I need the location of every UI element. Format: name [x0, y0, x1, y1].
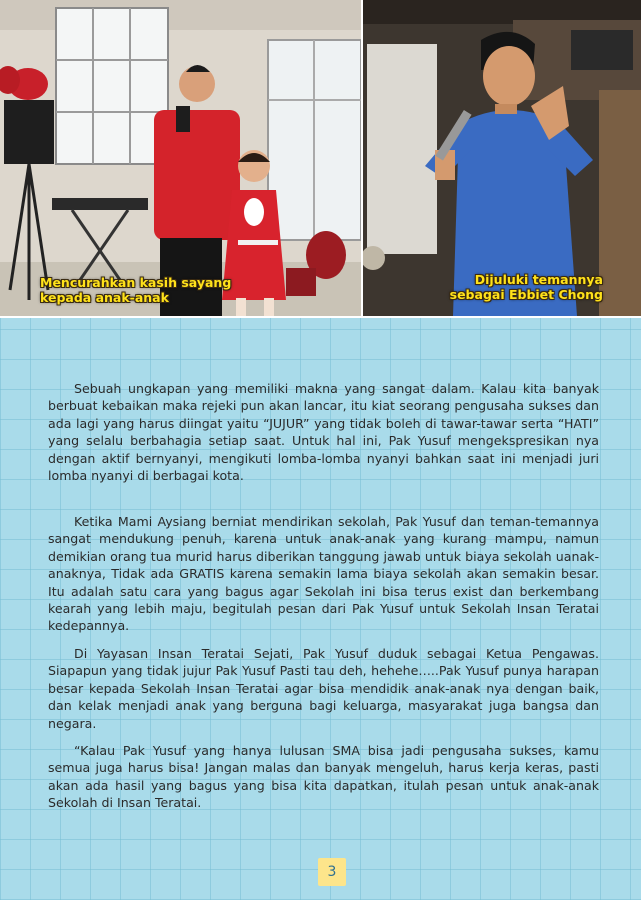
page-number: 3: [318, 858, 346, 886]
article-text-panel: [0, 318, 641, 900]
article-paragraph-3: Di Yayasan Insan Teratai Sejati, Pak Yusuf duduk sebagai Ketua Pengawas. Siapapun yang tidak jujur Pak Yusuf Pasti tau deh, hehehe…..Pak Yusuf punya harapan besar kepada Sekolah Insan Teratai agar bisa mendidik anak-anak nya dengan baik, dan kelak menjadi anak yang berguna bagi keluarga, masyarakat juga bangsa dan negara.: [48, 646, 599, 731]
photo-strip: [0, 0, 641, 318]
photo-father-and-daughter-singing: [0, 0, 361, 316]
caption-right-line-1: Dijuluki temannya: [474, 272, 603, 287]
caption-right-line-2: sebagai Ebbiet Chong: [449, 287, 603, 302]
photo-right-illustration: [363, 0, 641, 316]
article-paragraph-1: Sebuah ungkapan yang memiliki makna yang sangat dalam. Kalau kita banyak berbuat kebaikan maka rejeki pun akan lancar, itu kiat seorang pengusaha sukses dan ada lagi yang harus diingat yaitu “JUJUR” yang tidak boleh di tawar-tawar serta “HATI” yang selalu berbahagia setiap saat. Untuk hal ini, Pak Yusuf mengekspresikan nya dengan aktif bernyanyi, mengikuti lomba-lomba nyanyi bahkan saat ini menjadi juri lomba nyanyi di berbagai kota.: [48, 381, 599, 484]
photo-caption-right: [450, 272, 603, 302]
caption-left-line-2: kepada anak-anak: [40, 290, 169, 305]
photo-man-singing: [363, 0, 641, 316]
article-paragraph-2: Ketika Mami Aysiang berniat mendirikan sekolah, Pak Yusuf dan teman-temannya sangat mendukung penuh, karena untuk anak-anak yang kurang mampu, namun demikian orang tua murid harus diberikan tanggung jawab untuk biaya sekolah uanak-anaknya, Tidak ada GRATIS karena semakin lama biaya sekolah akan semakin besar. Itu adalah satu cara yang bagus agar Sekolah ini bisa terus exist dan berkembang kearah yang lebih maju, begitulah pesan dari Pak Yusuf untuk Sekolah Insan Teratai kedepannya.: [48, 514, 599, 634]
article-paragraph-4: “Kalau Pak Yusuf yang hanya lulusan SMA bisa jadi pengusaha sukses, kamu semua juga harus bisa! Jangan malas dan banyak mengeluh, harus kerja keras, pasti akan ada hasil yang bagus yang bisa kita dapatkan, itulah pesan untuk anak-anak Sekolah di Insan Teratai.: [48, 743, 599, 811]
caption-left-line-1: Mencurahkan kasih sayang: [40, 275, 232, 290]
photo-caption-left: [40, 275, 231, 305]
photo-left-illustration: [0, 0, 361, 316]
